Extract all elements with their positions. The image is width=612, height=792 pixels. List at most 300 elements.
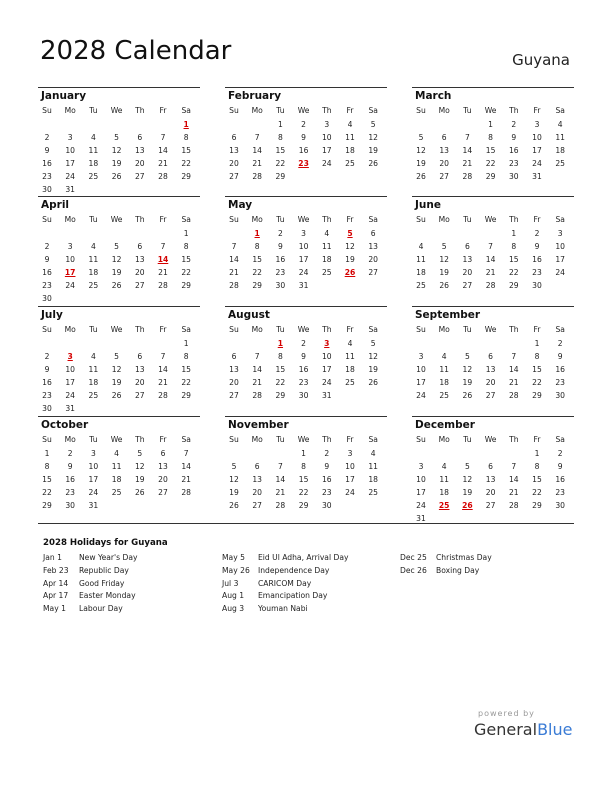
day-cell: 11	[368, 462, 379, 471]
day-cell: 26	[111, 391, 122, 400]
day-cell: 27	[368, 268, 379, 277]
calendar-bottom-divider	[38, 523, 574, 524]
day-cell: 30	[42, 185, 52, 194]
day-cell: 30	[555, 391, 566, 400]
day-cell: 6	[160, 449, 166, 458]
holiday-date: May 1	[43, 604, 66, 614]
day-cell: 31	[88, 501, 99, 510]
day-cell: 21	[485, 268, 496, 277]
day-cell: 5	[114, 352, 120, 361]
day-cell: 26	[416, 172, 426, 181]
day-cell: 12	[345, 242, 355, 251]
day-cell: 11	[439, 475, 450, 484]
day-cell: 13	[252, 475, 263, 484]
month-divider	[225, 87, 387, 88]
day-cell: 8	[301, 462, 307, 471]
holiday-name: CARICOM Day	[258, 578, 312, 588]
day-cell: 28	[158, 391, 168, 400]
weekday-label: We	[297, 325, 310, 334]
day-cell: 18	[88, 268, 99, 277]
day-cell: 11	[555, 133, 566, 142]
day-cell: 10	[88, 462, 99, 471]
weekday-label: We	[297, 106, 310, 115]
month-divider	[225, 196, 387, 197]
day-cell: 18	[111, 475, 122, 484]
holiday-name: Youman Nabi	[258, 604, 308, 614]
weekday-label: Mo	[438, 435, 450, 444]
day-cell: 13	[229, 146, 239, 155]
month-divider	[412, 416, 574, 417]
day-cell: 3	[418, 352, 424, 361]
day-cell: 4	[370, 449, 376, 458]
day-cell: 20	[134, 268, 145, 277]
day-cell: 13	[158, 462, 168, 471]
holiday-name: Republic Day	[79, 565, 129, 575]
day-cell: 25	[416, 281, 426, 290]
day-cell: 4	[90, 133, 96, 142]
day-cell: 27	[134, 281, 145, 290]
day-cell: 10	[321, 352, 332, 361]
weekday-label: We	[110, 325, 123, 334]
day-cell: 10	[555, 242, 566, 251]
holiday-date: Jul 3	[222, 578, 239, 588]
weekday-label: We	[484, 106, 497, 115]
weekday-label: Su	[416, 325, 426, 334]
day-cell: 22	[532, 488, 542, 497]
day-cell: 14	[181, 462, 192, 471]
day-cell: 9	[67, 462, 73, 471]
page-title: 2028 Calendar	[40, 36, 232, 66]
day-cell: 11	[416, 255, 426, 264]
day-cell: 1	[277, 120, 283, 129]
day-cell: 31	[321, 391, 332, 400]
day-cell: 12	[439, 255, 450, 264]
day-cell: 19	[416, 159, 426, 168]
day-cell: 28	[508, 501, 519, 510]
weekday-label: Mo	[64, 325, 76, 334]
day-cell: 5	[137, 449, 143, 458]
weekday-label: Su	[229, 435, 239, 444]
weekday-label: Mo	[251, 435, 263, 444]
month-name: November	[228, 419, 289, 431]
day-cell: 21	[275, 488, 286, 497]
day-cell: 11	[88, 255, 99, 264]
day-cell: 17	[65, 378, 76, 387]
day-cell: 12	[134, 462, 145, 471]
day-cell: 4	[418, 242, 424, 251]
day-cell: 30	[298, 391, 309, 400]
day-cell: 21	[181, 475, 192, 484]
day-cell: 16	[555, 475, 566, 484]
day-cell: 20	[485, 488, 496, 497]
day-cell: 21	[229, 268, 239, 277]
day-cell: 6	[137, 133, 143, 142]
day-cell: 24	[298, 268, 309, 277]
day-cell: 16	[508, 146, 519, 155]
weekday-label: Fr	[346, 435, 354, 444]
day-cell: 20	[439, 159, 450, 168]
day-cell: 19	[439, 268, 450, 277]
day-cell: 29	[532, 501, 542, 510]
weekday-label: We	[297, 435, 310, 444]
day-cell: 8	[511, 242, 517, 251]
brand-blue: Blue	[537, 720, 573, 739]
day-cell: 13	[134, 365, 145, 374]
day-cell: 8	[254, 242, 260, 251]
day-cell: 11	[439, 365, 450, 374]
day-cell: 29	[181, 172, 192, 181]
day-cell: 2	[67, 449, 73, 458]
month-divider	[38, 416, 200, 417]
month-name: April	[41, 199, 70, 211]
day-cell: 6	[464, 242, 470, 251]
day-cell: 9	[44, 146, 50, 155]
day-cell: 24	[321, 159, 332, 168]
day-cell: 27	[485, 501, 496, 510]
day-cell: 2	[557, 339, 563, 348]
day-cell: 21	[252, 159, 263, 168]
day-cell: 25	[345, 378, 355, 387]
weekday-label: We	[484, 325, 497, 334]
day-cell: 1	[488, 120, 494, 129]
day-cell: 4	[557, 120, 563, 129]
day-cell: 5	[441, 242, 447, 251]
day-cell: 15	[181, 365, 192, 374]
day-cell: 8	[534, 352, 540, 361]
day-cell: 29	[275, 172, 286, 181]
month-name: December	[415, 419, 475, 431]
weekday-label: Tu	[276, 106, 285, 115]
weekday-label: Th	[322, 106, 332, 115]
holiday-day-cell: 17	[64, 268, 76, 277]
weekday-label: Sa	[181, 325, 191, 334]
weekday-label: Fr	[533, 325, 541, 334]
day-cell: 17	[321, 365, 332, 374]
day-cell: 29	[42, 501, 52, 510]
holiday-date: Apr 14	[43, 578, 69, 588]
month-name: September	[415, 309, 481, 321]
day-cell: 2	[324, 449, 330, 458]
day-cell: 6	[231, 352, 237, 361]
month-name: June	[415, 199, 441, 211]
day-cell: 2	[277, 229, 283, 238]
weekday-label: Tu	[89, 435, 98, 444]
weekday-label: Sa	[555, 325, 565, 334]
day-cell: 29	[508, 281, 519, 290]
day-cell: 22	[181, 268, 192, 277]
weekday-label: Tu	[463, 435, 472, 444]
day-cell: 1	[511, 229, 517, 238]
weekday-label: Tu	[89, 325, 98, 334]
day-cell: 14	[158, 146, 168, 155]
brand-general: General	[474, 720, 538, 739]
day-cell: 22	[42, 488, 52, 497]
day-cell: 2	[301, 120, 307, 129]
day-cell: 3	[324, 120, 330, 129]
weekday-label: Tu	[89, 215, 98, 224]
day-cell: 27	[439, 172, 450, 181]
day-cell: 17	[416, 488, 426, 497]
day-cell: 14	[275, 475, 286, 484]
day-cell: 2	[511, 120, 517, 129]
day-cell: 5	[114, 133, 120, 142]
weekday-label: Su	[416, 435, 426, 444]
day-cell: 18	[416, 268, 426, 277]
weekday-label: Sa	[555, 215, 565, 224]
weekday-label: Tu	[276, 435, 285, 444]
day-cell: 7	[488, 242, 494, 251]
weekday-label: Tu	[463, 215, 472, 224]
day-cell: 14	[158, 365, 168, 374]
day-cell: 25	[439, 391, 450, 400]
day-cell: 27	[229, 391, 239, 400]
day-cell: 4	[324, 229, 330, 238]
day-cell: 5	[370, 339, 376, 348]
day-cell: 27	[462, 281, 473, 290]
day-cell: 19	[345, 255, 355, 264]
day-cell: 22	[181, 159, 192, 168]
day-cell: 29	[485, 172, 496, 181]
day-cell: 31	[298, 281, 309, 290]
day-cell: 20	[485, 378, 496, 387]
weekday-label: Th	[135, 106, 145, 115]
day-cell: 4	[90, 352, 96, 361]
day-cell: 7	[183, 449, 189, 458]
day-cell: 21	[252, 378, 263, 387]
weekday-label: We	[110, 215, 123, 224]
day-cell: 20	[229, 378, 239, 387]
holiday-name: Christmas Day	[436, 553, 492, 562]
day-cell: 5	[464, 352, 470, 361]
day-cell: 30	[65, 501, 76, 510]
month-divider	[225, 306, 387, 307]
day-cell: 3	[557, 229, 563, 238]
day-cell: 2	[44, 242, 50, 251]
day-cell: 6	[137, 242, 143, 251]
day-cell: 17	[65, 159, 76, 168]
day-cell: 15	[485, 146, 496, 155]
day-cell: 16	[532, 255, 542, 264]
day-cell: 3	[418, 462, 424, 471]
day-cell: 5	[464, 462, 470, 471]
day-cell: 17	[555, 255, 566, 264]
holiday-name: Independence Day	[258, 565, 330, 575]
day-cell: 28	[485, 281, 496, 290]
day-cell: 12	[416, 146, 426, 155]
day-cell: 9	[277, 242, 283, 251]
day-cell: 16	[42, 378, 52, 387]
day-cell: 16	[65, 475, 76, 484]
weekday-label: Tu	[89, 106, 98, 115]
day-cell: 6	[254, 462, 260, 471]
day-cell: 19	[462, 488, 473, 497]
day-cell: 28	[158, 172, 168, 181]
day-cell: 12	[462, 365, 473, 374]
weekday-label: Su	[416, 106, 426, 115]
weekday-label: Su	[229, 325, 239, 334]
weekday-label: Th	[322, 435, 332, 444]
holiday-name: Emancipation Day	[258, 591, 328, 601]
day-cell: 23	[65, 488, 76, 497]
holiday-day-cell: 14	[157, 255, 169, 264]
weekday-label: Tu	[276, 215, 285, 224]
weekday-label: Tu	[463, 325, 472, 334]
day-cell: 5	[370, 120, 376, 129]
day-cell: 8	[183, 352, 189, 361]
weekday-label: Th	[135, 435, 145, 444]
day-cell: 24	[65, 172, 76, 181]
day-cell: 8	[277, 352, 283, 361]
weekday-label: Su	[416, 215, 426, 224]
weekday-label: Sa	[368, 325, 378, 334]
day-cell: 25	[345, 159, 355, 168]
day-cell: 19	[134, 475, 145, 484]
day-cell: 2	[557, 449, 563, 458]
day-cell: 20	[462, 268, 473, 277]
day-cell: 13	[229, 365, 239, 374]
day-cell: 22	[275, 378, 286, 387]
day-cell: 11	[345, 133, 355, 142]
day-cell: 18	[345, 146, 355, 155]
weekday-label: Su	[42, 106, 52, 115]
day-cell: 26	[439, 281, 450, 290]
weekday-label: Tu	[463, 106, 472, 115]
weekday-label: Su	[42, 215, 52, 224]
day-cell: 4	[347, 339, 353, 348]
weekday-label: Sa	[181, 106, 191, 115]
weekday-label: Mo	[251, 325, 263, 334]
day-cell: 6	[441, 133, 447, 142]
month-name: February	[228, 90, 282, 102]
day-cell: 29	[252, 281, 263, 290]
day-cell: 5	[418, 133, 424, 142]
holiday-date: Feb 23	[43, 565, 69, 575]
day-cell: 20	[158, 475, 168, 484]
day-cell: 15	[298, 475, 309, 484]
day-cell: 18	[321, 255, 332, 264]
day-cell: 2	[44, 352, 50, 361]
day-cell: 12	[368, 352, 379, 361]
day-cell: 30	[42, 404, 52, 413]
day-cell: 15	[181, 146, 192, 155]
day-cell: 10	[65, 146, 76, 155]
day-cell: 9	[534, 242, 540, 251]
day-cell: 26	[111, 172, 122, 181]
day-cell: 2	[44, 133, 50, 142]
day-cell: 22	[532, 378, 542, 387]
weekday-label: Mo	[64, 215, 76, 224]
day-cell: 24	[65, 281, 76, 290]
day-cell: 28	[158, 281, 168, 290]
day-cell: 9	[324, 462, 330, 471]
holiday-name: Easter Monday	[79, 591, 136, 601]
day-cell: 3	[67, 242, 73, 251]
holiday-name: New Year's Day	[79, 553, 138, 562]
day-cell: 18	[555, 146, 566, 155]
holiday-name: Boxing Day	[436, 565, 480, 575]
holiday-date: Jan 1	[43, 553, 62, 562]
day-cell: 7	[511, 352, 517, 361]
weekday-label: Mo	[64, 106, 76, 115]
day-cell: 3	[534, 120, 540, 129]
holiday-day-cell: 1	[183, 120, 189, 129]
day-cell: 19	[111, 159, 122, 168]
day-cell: 13	[462, 255, 473, 264]
holidays-title: 2028 Holidays for Guyana	[43, 538, 168, 548]
day-cell: 1	[534, 339, 540, 348]
day-cell: 8	[534, 462, 540, 471]
day-cell: 14	[462, 146, 473, 155]
day-cell: 26	[462, 391, 473, 400]
weekday-label: Sa	[555, 106, 565, 115]
day-cell: 26	[111, 281, 122, 290]
day-cell: 29	[181, 281, 192, 290]
day-cell: 15	[252, 255, 263, 264]
day-cell: 3	[90, 449, 96, 458]
day-cell: 9	[44, 255, 50, 264]
day-cell: 7	[231, 242, 237, 251]
day-cell: 11	[88, 365, 99, 374]
day-cell: 9	[301, 133, 307, 142]
day-cell: 16	[555, 365, 566, 374]
weekday-label: Su	[229, 215, 239, 224]
day-cell: 7	[160, 352, 166, 361]
day-cell: 31	[65, 185, 76, 194]
month-divider	[412, 196, 574, 197]
month-name: May	[228, 199, 253, 211]
day-cell: 23	[42, 281, 52, 290]
day-cell: 14	[252, 146, 263, 155]
day-cell: 28	[462, 172, 473, 181]
day-cell: 20	[134, 378, 145, 387]
day-cell: 22	[508, 268, 519, 277]
day-cell: 19	[368, 146, 379, 155]
day-cell: 10	[416, 475, 426, 484]
day-cell: 24	[555, 268, 566, 277]
holiday-date: Dec 25	[400, 553, 427, 562]
day-cell: 30	[321, 501, 332, 510]
day-cell: 19	[462, 378, 473, 387]
weekday-label: We	[110, 435, 123, 444]
day-cell: 1	[44, 449, 50, 458]
holiday-date: Dec 26	[400, 565, 427, 575]
day-cell: 6	[488, 352, 494, 361]
day-cell: 19	[111, 268, 122, 277]
weekday-label: Fr	[159, 435, 167, 444]
weekday-label: Th	[509, 106, 519, 115]
day-cell: 12	[462, 475, 473, 484]
generalblue-logo[interactable]	[474, 720, 572, 739]
month-name: January	[41, 90, 87, 102]
holiday-day-cell: 26	[344, 268, 356, 277]
weekday-label: Sa	[181, 435, 191, 444]
day-cell: 4	[441, 462, 447, 471]
day-cell: 12	[111, 365, 122, 374]
day-cell: 19	[229, 488, 239, 497]
day-cell: 21	[158, 378, 168, 387]
weekday-label: Th	[509, 435, 519, 444]
day-cell: 22	[181, 378, 192, 387]
weekday-label: Th	[322, 215, 332, 224]
day-cell: 20	[252, 488, 263, 497]
month-divider	[38, 196, 200, 197]
month-name: July	[41, 309, 63, 321]
day-cell: 22	[252, 268, 263, 277]
day-cell: 24	[532, 159, 542, 168]
day-cell: 10	[321, 133, 332, 142]
day-cell: 8	[488, 133, 494, 142]
day-cell: 23	[321, 488, 332, 497]
